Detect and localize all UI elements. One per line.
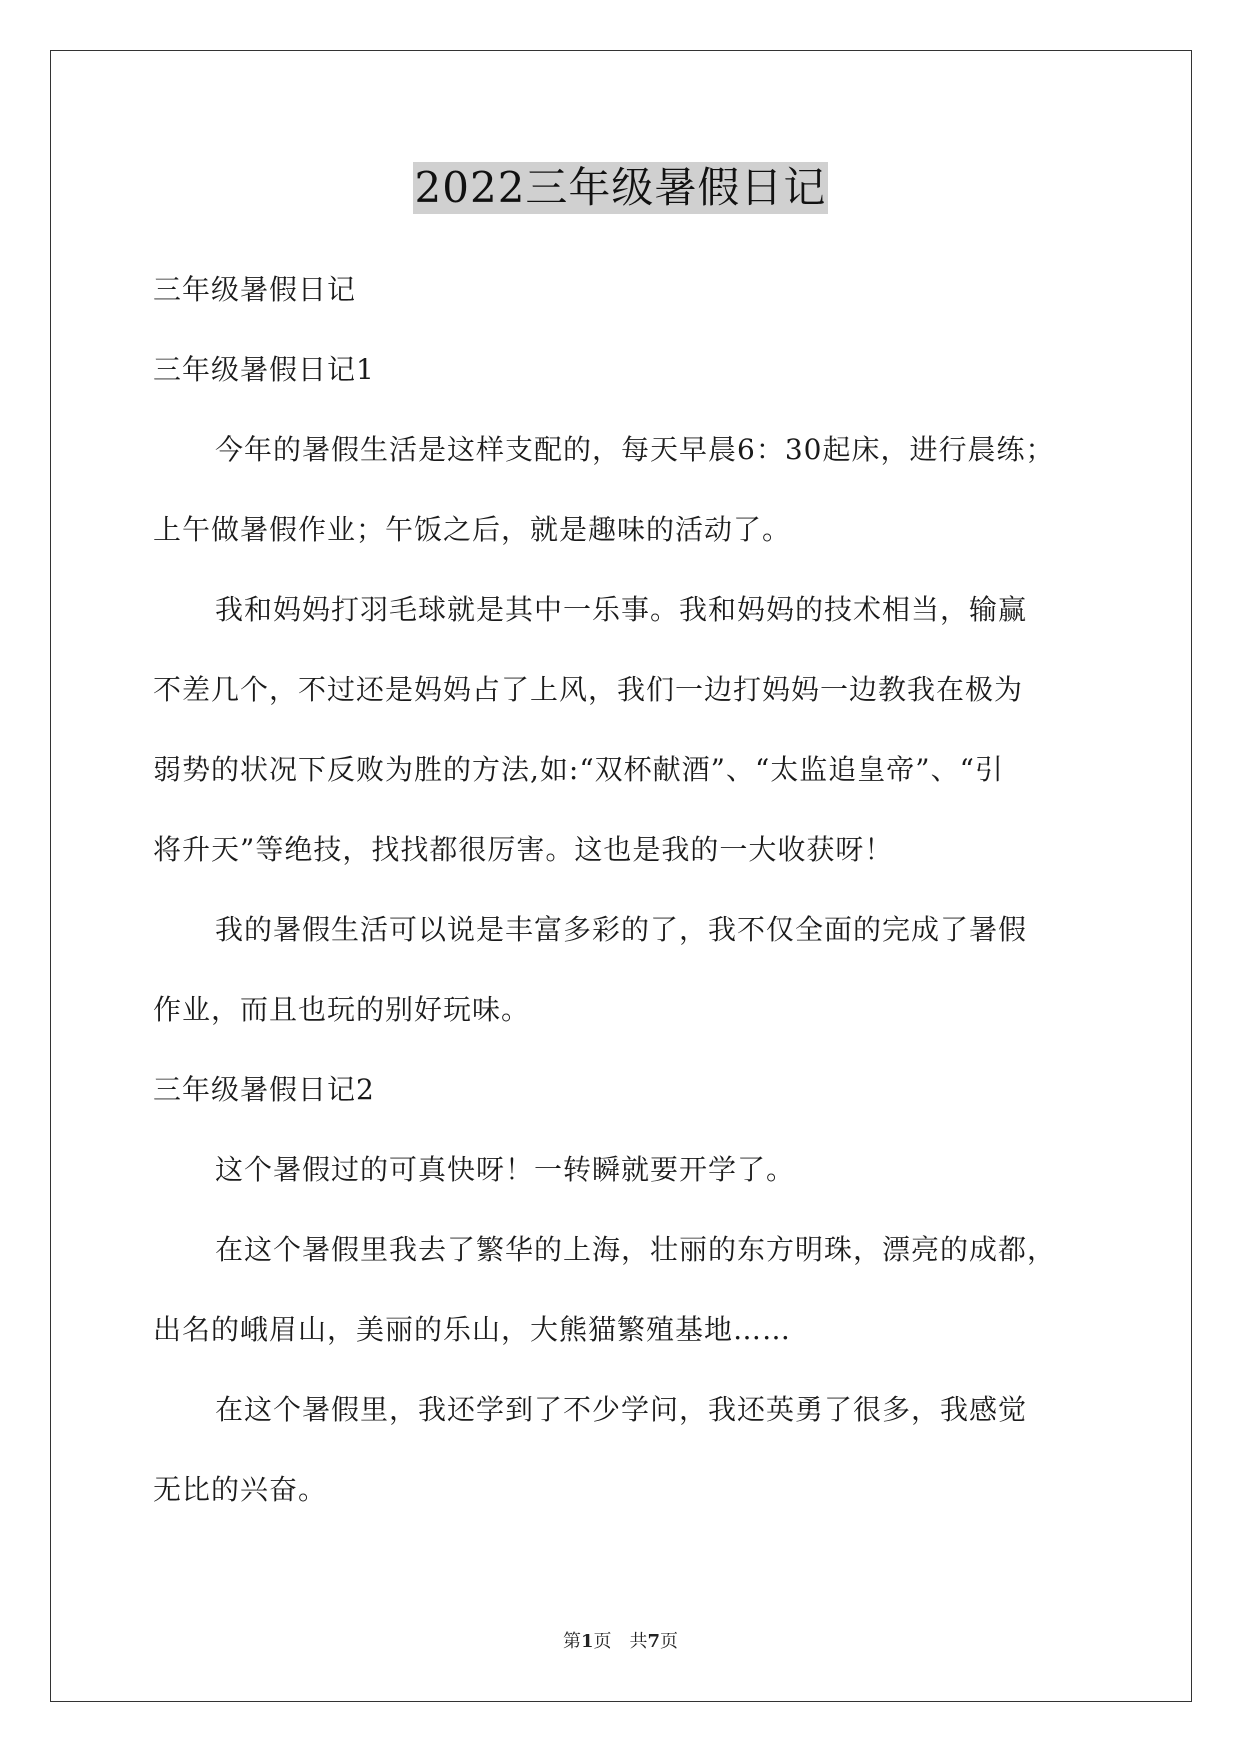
subtitle-line: 三年级暑假日记 [153, 273, 357, 306]
paragraph-line: 今年的暑假生活是这样支配的，每天早晨6：30起床，进行晨练； [215, 433, 1055, 466]
page-number: 1 [580, 1631, 594, 1652]
section-heading-2: 三年级暑假日记2 [153, 1073, 375, 1106]
paragraph-line: 我的暑假生活可以说是丰富多彩的了，我不仅全面的完成了暑假 [215, 913, 1028, 946]
total-suffix: 页 [660, 1631, 679, 1652]
title-container [0, 162, 1241, 214]
page-suffix: 页 [593, 1631, 612, 1652]
paragraph-line: 上午做暑假作业；午饭之后，就是趣味的活动了。 [153, 513, 792, 546]
paragraph-line: 在这个暑假里我去了繁华的上海，壮丽的东方明珠，漂亮的成都， [215, 1233, 1057, 1266]
page-prefix: 第 [562, 1631, 581, 1652]
paragraph-line: 出名的峨眉山，美丽的乐山，大熊猫繁殖基地…… [153, 1313, 792, 1346]
total-pages: 7 [647, 1631, 661, 1652]
paragraph-line: 我和妈妈打羽毛球就是其中一乐事。我和妈妈的技术相当，输赢 [215, 593, 1028, 626]
total-prefix: 共 [629, 1631, 648, 1652]
paragraph-line: 无比的兴奋。 [153, 1473, 328, 1506]
document-title: 2022三年级暑假日记 [414, 163, 827, 212]
paragraph-line: 将升天”等绝技，找找都很厉害。这也是我的一大收获呀！ [153, 833, 894, 866]
page-footer [0, 1631, 1241, 1653]
paragraph-line: 在这个暑假里，我还学到了不少学问，我还英勇了很多，我感觉 [215, 1393, 1028, 1426]
paragraph-line: 不差几个，不过还是妈妈占了上风，我们一边打妈妈一边教我在极为 [153, 673, 1024, 706]
paragraph-line: 作业，而且也玩的别好玩味。 [153, 993, 531, 1026]
paragraph-line: 弱势的状况下反败为胜的方法,如:“双杯献酒”、“太监追皇帝”、“引 [153, 753, 1004, 786]
paragraph-line: 这个暑假过的可真快呀！一转瞬就要开学了。 [215, 1153, 796, 1186]
section-heading-1: 三年级暑假日记1 [153, 353, 375, 386]
